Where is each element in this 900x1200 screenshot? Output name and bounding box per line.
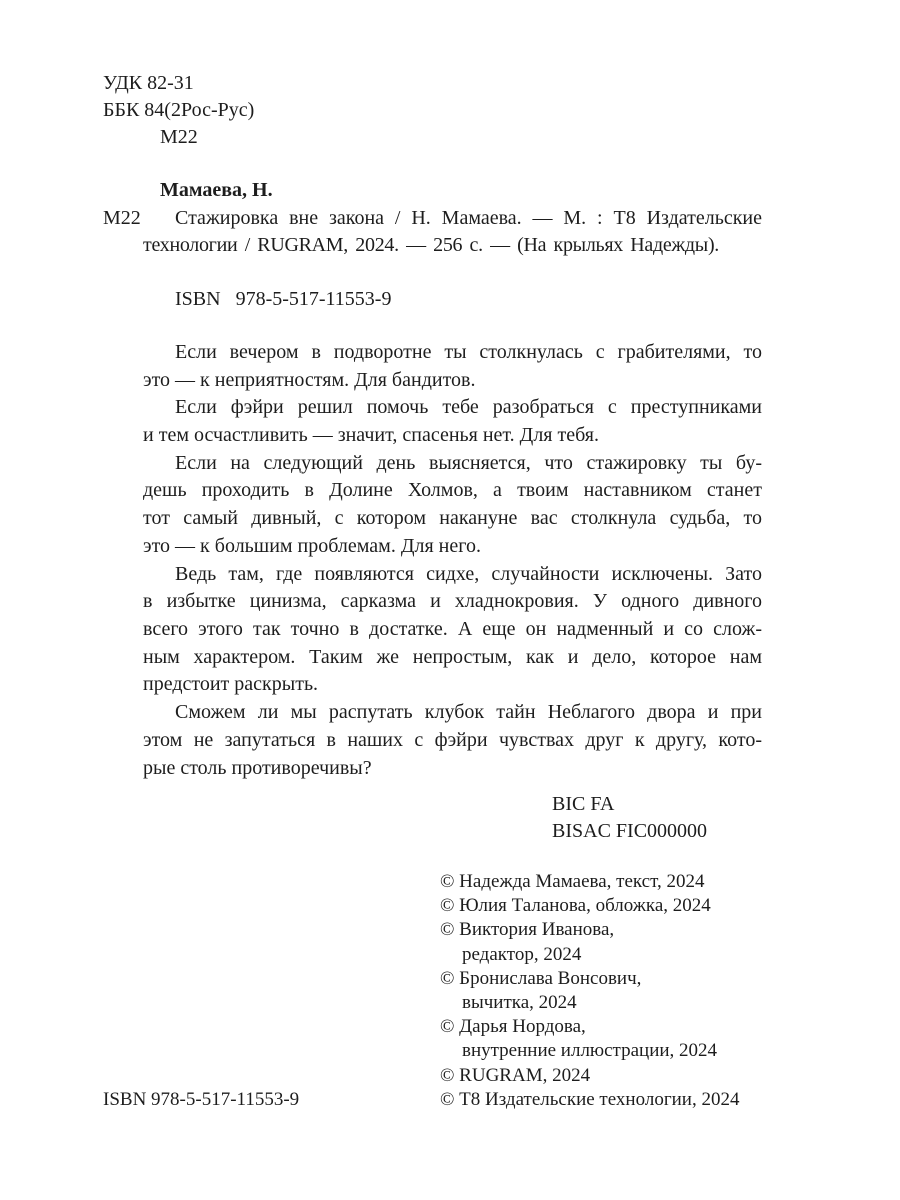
copyright-line: © Бронислава Вонсович,	[440, 967, 642, 989]
annotation-line: Если фэйри решил помочь тебе разобраться с преступниками	[175, 396, 762, 418]
annotation-line: тот самый дивный, с котором накануне вас столкнула судьба, то	[143, 507, 762, 529]
copyright-line: © Т8 Издательские технологии, 2024	[440, 1088, 740, 1110]
annotation-line: в избытке цинизма, сарказма и хладнокровия. У одного дивного	[143, 590, 762, 612]
udk-code: УДК 82-31	[103, 72, 194, 94]
copyright-line: © Надежда Мамаева, текст, 2024	[440, 871, 705, 892]
record-isbn: ISBN 978-5-517-11553-9	[175, 288, 392, 310]
copyright-line: редактор, 2024	[462, 943, 582, 965]
annotation-line: это — к большим проблемам. Для него.	[143, 535, 481, 557]
copyright-line: © Юлия Таланова, обложка, 2024	[440, 895, 711, 917]
annotation-line: Ведь там, где появляются сидхе, случайности исключены. Зато	[175, 563, 762, 585]
copyright-line: вычитка, 2024	[462, 992, 577, 1013]
annotation-line: рые столь противоречивы?	[143, 757, 372, 779]
annotation-line: Если на следующий день выясняется, что стажировку ты бу-	[175, 452, 762, 474]
annotation-line: это — к неприятностям. Для бандитов.	[143, 369, 476, 391]
annotation-line: ным характером. Таким же непростым, как и дело, которое нам	[143, 646, 762, 668]
copyright-line: внутренние иллюстрации, 2024	[462, 1040, 718, 1062]
author-sign: М22	[160, 126, 198, 148]
copyright-line: © Дарья Нордова,	[440, 1016, 586, 1038]
record-author: Мамаева, Н.	[160, 179, 273, 201]
bbk-code: ББК 84(2Рос-Рус)	[103, 99, 255, 121]
annotation-line: и тем осчастливить — значит, спасенья нет. Для тебя.	[143, 424, 599, 446]
record-line-2: технологии / RUGRAM, 2024. — 256 с. — (На крыльях Надежды).	[143, 234, 719, 256]
record-sign: М22	[103, 207, 141, 229]
copyright-line: © Виктория Иванова,	[440, 919, 615, 941]
annotation-line: предстоит раскрыть.	[143, 673, 319, 695]
bisac-code: BISAC FIC000000	[552, 820, 708, 842]
annotation-line: дешь проходить в Долине Холмов, а твоим наставником станет	[143, 479, 762, 501]
footer-isbn: ISBN 978-5-517-11553-9	[103, 1089, 300, 1110]
annotation-line: всего этого так точно в достатке. А еще он надменный и со слож-	[143, 618, 762, 640]
record-line-1: Стажировка вне закона / Н. Мамаева. — М. : Т8 Издательские	[175, 207, 762, 229]
annotation-line: этом не запутаться в наших с фэйри чувствах друг к другу, кото-	[143, 729, 762, 751]
copyright-line: © RUGRAM, 2024	[440, 1064, 591, 1086]
annotation-line: Сможем ли мы распутать клубок тайн Неблагого двора и при	[175, 701, 762, 723]
bic-code: BIC FA	[552, 793, 615, 815]
annotation-line: Если вечером в подворотне ты столкнулась с грабителями, то	[175, 341, 762, 363]
